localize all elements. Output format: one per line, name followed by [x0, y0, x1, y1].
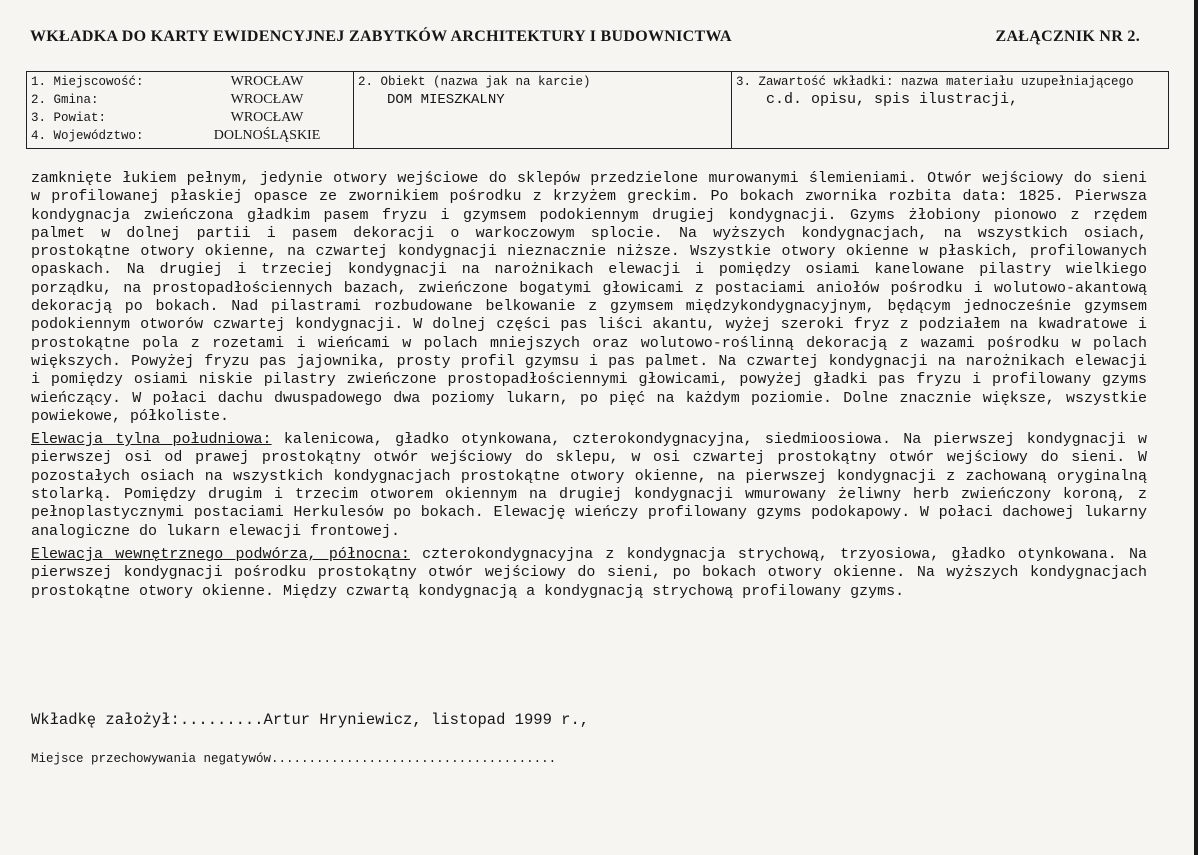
annex-label: ZAŁĄCZNIK NR 2.: [995, 28, 1140, 45]
location-row: [31, 111, 353, 129]
locality-label: 1. Miejscowość:: [31, 75, 144, 89]
location-cell: [27, 72, 354, 148]
courtyard-elevation-text: czterokondygnacyjna z kondygnacja strychową, trzyosiowa, gładko otynkowana. Na pierwszej kondygnacji pośrodku prostokątny otwór wejściowy do sieni, po bokach otwory okienne. Na wyższych kondygnacjach prostokątne otwory okienne. Między czwartą kondygnacją a kondygnacją strychową profilowany gzyms.: [31, 545, 1147, 600]
location-row: [31, 75, 353, 93]
contents-value: c.d. opisu, spis ilustracji,: [766, 91, 1019, 108]
scan-edge: [1194, 0, 1198, 855]
courtyard-elevation-heading: Elewacja wewnętrznego podwórza, północna:: [31, 545, 410, 563]
contents-cell: [732, 72, 1168, 148]
rear-elevation-heading: Elewacja tylna południowa:: [31, 431, 272, 449]
document-header: [30, 28, 1150, 50]
rear-elevation-text: kalenicowa, gładko otynkowana, czterokondygnacyjna, siedmioosiowa. Na pierwszej kondygnacji w pierwszej osi od prawej prostokątny otwór wejściowy do sklepu, w osi czwartej prostokątny otwór wejściowy do sieni. W pozostałych osiach na wszystkich kondygnacjach prostokątne otwory okienne, na pierwszej kondygnacji z zachowaną oryginalną stolarką. Pomiędzy drugim i trzecim otworem okiennym na drugiej kondygnacji wmurowany żeliwny herb zwieńczony koroną, z pełnoplastycznymi postaciami Herkulesów po bokach. Elewację wieńczy profilowany gzyms podokapowy. W połaci dachowej lukarny analogiczne do lukarn elewacji frontowej.: [31, 431, 1148, 540]
front-elevation-paragraph: zamknięte łukiem pełnym, jedynie otwory wejściowe do sklepów przedzielone murowanymi ślemieniami. Otwór wejściowy do sieni w profilowanej płaskiej opasce ze zwornikiem pośrodku z krzyżem greckim. Po bokach zwornika rozbita data: 1825. Pierwsza kondygnacja zwieńczona gładkim pasem fryzu i gzymsem podokiennym drugiej kondygnacji. Gzyms żłobiony pionowo z rzędem palmet w dolnej partii i pasem dekoracji o warkoczowym splocie. Na wyższych kondygnacjach, na wszystkich osiach, prostokątne otwory okienne, na czwartej kondygnacji nieznacznie niższe. Wszystkie otwory okienne w płaskich, profilowanych opaskach. Na drugiej i trzeciej kondygnacji na narożnikach elewacji i pomiędzy osiami kanelowane pilastry wielkiego porządku, na prostopadłościennych bazach, zwieńczone bogatymi głowicami z postaciami aniołów pośrodku i wolutowo-akantową dekoracją po bokach. Nad pilastrami rozbudowane belkowanie z gzymsem międzykondygnacyjnym, będącym jednocześnie gzymsem podokiennym otworów czwartej kondygnacji. W dolnej części pas liści akantu, wyżej szeroki fryz z podziałem na kwadratowe i prostokątne pola z rozetami i wieńcami w polach mniejszych oraz wolutowo-roślinną dekoracją z wazami pośrodku w polach większych. Powyżej fryzu pas jajownika, prosty profil gzymsu i pas palmet. Na czwartej kondygnacji na narożnikach elewacji i pomiędzy osiami niskie pilastry zwieńczone prostopadłościennymi głowicami, powyżej gładki pas fryzu i profilowany gzyms wieńczący. W połaci dachu dwuspadowego dwa poziomy lukarn, po pięć na każdym poziomie. Dolne znacznie większe, wszystkie powiekowe, półkoliste.: [31, 170, 1147, 425]
rear-elevation-paragraph: [31, 431, 1147, 541]
object-cell: [354, 72, 732, 148]
object-value: DOM MIESZKALNY: [387, 92, 505, 108]
negatives-storage-line: Miejsce przechowywania negatywów......................................: [31, 752, 557, 766]
object-label: 2. Obiekt (nazwa jak na karcie): [358, 75, 591, 89]
voivodeship-value: DOLNOŚLĄSKIE: [213, 128, 321, 143]
info-table: [26, 71, 1169, 149]
county-value: WROCŁAW: [230, 110, 304, 125]
contents-label: 3. Zawartość wkładki: nazwa materiału uzupełniającego: [736, 75, 1134, 89]
location-row: [31, 129, 353, 147]
location-row: [31, 93, 353, 111]
voivodeship-label: 4. Województwo:: [31, 129, 144, 143]
commune-label: 2. Gmina:: [31, 93, 99, 107]
county-label: 3. Powiat:: [31, 111, 107, 125]
commune-value: WROCŁAW: [230, 92, 304, 107]
author-signature-line: Wkładkę założył:.........Artur Hryniewicz, listopad 1999 r.,: [31, 711, 590, 729]
description-body: [31, 170, 1147, 606]
document-title: WKŁADKA DO KARTY EWIDENCYJNEJ ZABYTKÓW ARCHITEKTURY I BUDOWNICTWA: [30, 28, 732, 45]
locality-value: WROCŁAW: [230, 74, 304, 89]
courtyard-elevation-paragraph: [31, 546, 1147, 601]
